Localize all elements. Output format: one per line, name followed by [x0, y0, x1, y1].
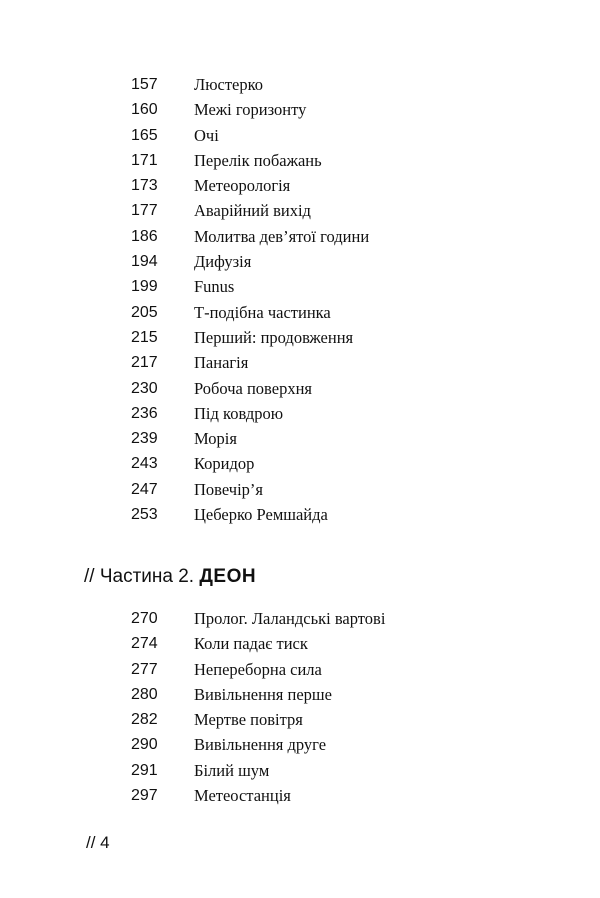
- toc-entry[interactable]: [0, 274, 600, 299]
- toc-entry-title: Дифузія: [194, 252, 252, 272]
- toc-entry[interactable]: [0, 758, 600, 783]
- toc-page-number: 243: [131, 455, 158, 473]
- toc-page-number: 274: [131, 635, 158, 653]
- toc-entry-title: Метеорологія: [194, 176, 291, 196]
- toc-entry-title: Межі горизонту: [194, 100, 307, 120]
- toc-entry-title: Білий шум: [194, 760, 270, 780]
- toc-entry[interactable]: [0, 707, 600, 732]
- toc-entry[interactable]: [0, 631, 600, 656]
- toc-entry[interactable]: [0, 224, 600, 249]
- toc-page-number: 270: [131, 610, 158, 627]
- toc-entry-title: Очі: [194, 125, 219, 145]
- toc-page-number: 253: [131, 506, 158, 524]
- toc-page-number: 160: [131, 101, 158, 119]
- toc-entry-title: Люстерко: [194, 75, 264, 94]
- toc-entry[interactable]: [0, 426, 600, 451]
- part2-heading-name: ДЕОН: [199, 566, 257, 587]
- toc-page-number: 239: [131, 430, 158, 448]
- toc-page-number: 205: [131, 303, 158, 321]
- part2-heading: [84, 564, 256, 590]
- page-folio: // 4: [86, 833, 110, 852]
- toc-page-number: 173: [131, 177, 158, 195]
- toc-page-number: 277: [131, 660, 158, 678]
- toc-entry[interactable]: [0, 477, 600, 502]
- toc-entry[interactable]: [0, 123, 600, 148]
- toc-entry[interactable]: [0, 606, 600, 631]
- toc-part2-list: [0, 606, 600, 808]
- toc-page-number: 186: [131, 227, 158, 245]
- toc-entry-title: Вивільнення друге: [194, 735, 327, 755]
- toc-entry[interactable]: [0, 682, 600, 707]
- toc-page-number: 291: [131, 761, 158, 779]
- toc-entry[interactable]: [0, 300, 600, 325]
- toc-entry-title: Метеостанція: [194, 786, 291, 806]
- toc-page-number: 236: [131, 404, 158, 422]
- toc-entry-title: Робоча поверхня: [194, 378, 312, 398]
- toc-page-number: 280: [131, 685, 158, 703]
- toc-entry-title: Перелік побажань: [194, 150, 322, 170]
- toc-entry-title: Вивільнення перше: [194, 684, 332, 704]
- toc-entry-title: Молитва дев’ятої години: [194, 226, 370, 246]
- toc-entry[interactable]: [0, 502, 600, 527]
- toc-page-number: 165: [131, 126, 158, 144]
- part2-heading-prefix: // Частина 2.: [84, 566, 200, 587]
- toc-page-number: 230: [131, 379, 158, 397]
- toc-entry[interactable]: [0, 173, 600, 198]
- toc-page-number: 199: [131, 278, 158, 296]
- toc-entry[interactable]: [0, 657, 600, 682]
- toc-entry[interactable]: [0, 350, 600, 375]
- toc-entry-title: Пролог. Лаландські вартові: [194, 609, 386, 628]
- toc-entry-title: Коридор: [194, 454, 255, 474]
- toc-entry[interactable]: [0, 72, 600, 97]
- toc-entry-title: Непереборна сила: [194, 659, 322, 679]
- toc-entry-title: Морія: [194, 429, 237, 449]
- toc-entry-title: Мертве повітря: [194, 710, 303, 730]
- toc-entry-title: Повечір’я: [194, 479, 263, 499]
- toc-page-number: 215: [131, 328, 158, 346]
- toc-page-number: 194: [131, 253, 158, 271]
- toc-entry[interactable]: [0, 783, 600, 808]
- toc-entry-title: Цеберко Ремшайда: [194, 505, 328, 525]
- toc-page-number: 171: [131, 151, 158, 169]
- toc-entry[interactable]: [0, 451, 600, 476]
- toc-entry[interactable]: [0, 249, 600, 274]
- toc-entry[interactable]: [0, 732, 600, 757]
- toc-part1-list: [0, 72, 600, 527]
- toc-entry-title: Коли падає тиск: [194, 634, 308, 654]
- toc-entry[interactable]: [0, 401, 600, 426]
- toc-page-number: 217: [131, 354, 158, 372]
- toc-page-number: 290: [131, 736, 158, 754]
- toc-entry[interactable]: [0, 148, 600, 173]
- toc-entry-title: Funus: [194, 277, 235, 297]
- toc-page-number: 297: [131, 787, 158, 805]
- toc-entry-title: Т-подібна частинка: [194, 302, 331, 322]
- toc-entry[interactable]: [0, 198, 600, 223]
- toc-page-number: 177: [131, 202, 158, 220]
- toc-entry[interactable]: [0, 376, 600, 401]
- toc-entry-title: Панагія: [194, 353, 249, 373]
- toc-entry[interactable]: [0, 325, 600, 350]
- toc-entry-title: Аварійний вихід: [194, 201, 311, 221]
- toc-entry[interactable]: [0, 97, 600, 122]
- toc-entry-title: Під ковдрою: [194, 403, 284, 423]
- toc-page-number: 247: [131, 480, 158, 498]
- toc-entry-title: Перший: продовження: [194, 327, 354, 347]
- toc-page-number: 157: [131, 76, 158, 93]
- toc-page-number: 282: [131, 711, 158, 729]
